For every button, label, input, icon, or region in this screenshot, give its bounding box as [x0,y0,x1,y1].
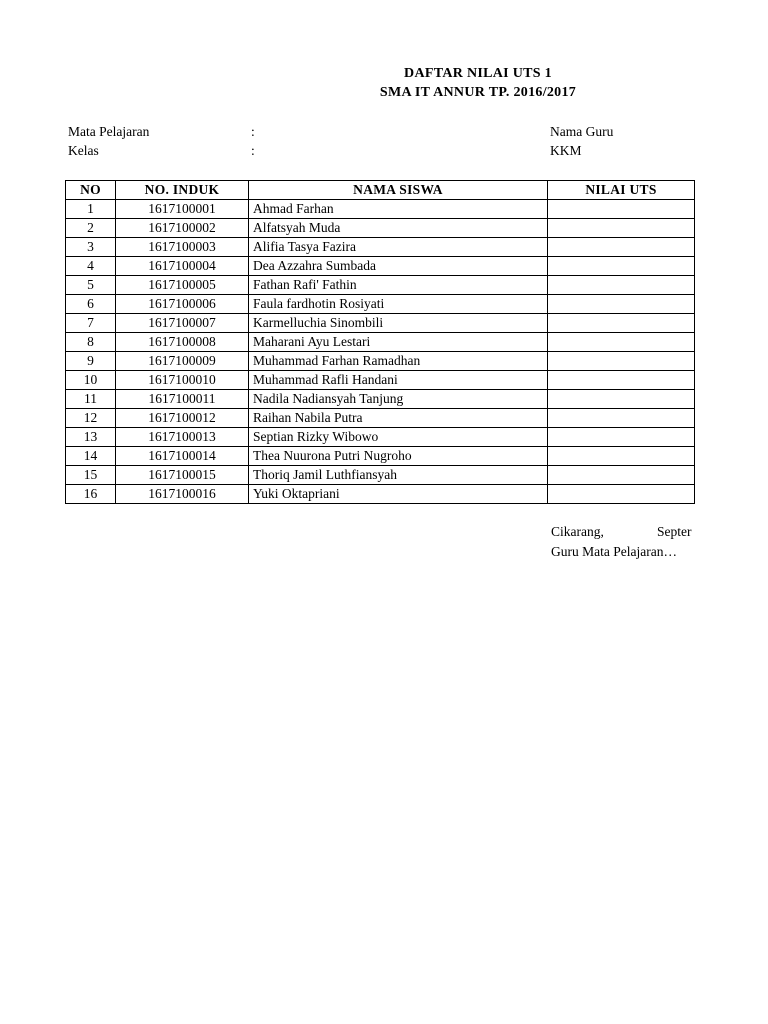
signature-place: Cikarang, [551,524,604,539]
table-row [66,219,695,238]
cell-nilai-uts [548,447,695,466]
table-row [66,428,695,447]
cell-nama-siswa: Faula fardhotin Rosiyati [249,295,548,314]
cell-no: 6 [66,295,116,314]
cell-nama-siswa: Muhammad Farhan Ramadhan [249,352,548,371]
cell-nama-siswa: Thea Nuurona Putri Nugroho [249,447,548,466]
cell-no: 2 [66,219,116,238]
cell-nama-siswa: Alfatsyah Muda [249,219,548,238]
table-row [66,333,695,352]
signature-role: Guru Mata Pelajaran… [551,544,677,559]
signature-place-date [551,524,694,540]
cell-no-induk: 1617100004 [116,257,249,276]
column-header-no: NO [66,181,116,200]
cell-no: 7 [66,314,116,333]
cell-nama-siswa: Septian Rizky Wibowo [249,428,548,447]
cell-no-induk: 1617100003 [116,238,249,257]
cell-no: 1 [66,200,116,219]
cell-no-induk: 1617100015 [116,466,249,485]
cell-no: 9 [66,352,116,371]
table-row [66,314,695,333]
cell-no: 8 [66,333,116,352]
signature-date: Septer [657,524,692,539]
mata-pelajaran-label: Mata Pelajaran [68,124,150,139]
cell-nilai-uts [548,466,695,485]
kelas-label: Kelas [68,143,99,158]
table-row [66,447,695,466]
table-row [66,371,695,390]
cell-no: 10 [66,371,116,390]
table-row [66,390,695,409]
table-row [66,409,695,428]
cell-nilai-uts [548,352,695,371]
cell-no-induk: 1617100002 [116,219,249,238]
cell-nama-siswa: Raihan Nabila Putra [249,409,548,428]
cell-no-induk: 1617100011 [116,390,249,409]
cell-nilai-uts [548,200,695,219]
table-row [66,200,695,219]
cell-nilai-uts [548,314,695,333]
cell-nama-siswa: Maharani Ayu Lestari [249,333,548,352]
cell-no-induk: 1617100014 [116,447,249,466]
cell-no: 11 [66,390,116,409]
column-header-nilai-uts: NILAI UTS [548,181,695,200]
kelas-colon: : [251,143,255,158]
cell-no-induk: 1617100013 [116,428,249,447]
table-row [66,238,695,257]
cell-no: 4 [66,257,116,276]
table-row [66,276,695,295]
cell-no: 14 [66,447,116,466]
cell-nilai-uts [548,333,695,352]
table-row [66,295,695,314]
cell-nilai-uts [548,276,695,295]
cell-nama-siswa: Dea Azzahra Sumbada [249,257,548,276]
cell-nama-siswa: Yuki Oktapriani [249,485,548,504]
cell-no-induk: 1617100007 [116,314,249,333]
cell-no: 13 [66,428,116,447]
cell-nilai-uts [548,485,695,504]
cell-nama-siswa: Karmelluchia Sinombili [249,314,548,333]
cell-nilai-uts [548,428,695,447]
cell-nama-siswa: Thoriq Jamil Luthfiansyah [249,466,548,485]
nama-guru-label: Nama Guru [550,124,614,139]
kkm-label: KKM [550,143,582,158]
cell-nama-siswa: Muhammad Rafli Handani [249,371,548,390]
cell-nilai-uts [548,257,695,276]
cell-nilai-uts [548,238,695,257]
mata-pelajaran-colon: : [251,124,255,139]
cell-nilai-uts [548,295,695,314]
table-row [66,485,695,504]
cell-no: 12 [66,409,116,428]
table-body [66,200,695,504]
table-header-row [66,181,695,200]
cell-no: 3 [66,238,116,257]
cell-no: 15 [66,466,116,485]
grade-table [65,180,695,504]
column-header-no-induk: NO. INDUK [116,181,249,200]
document-title: DAFTAR NILAI UTS 1 [404,66,552,81]
cell-no-induk: 1617100001 [116,200,249,219]
cell-nama-siswa: Alifia Tasya Fazira [249,238,548,257]
cell-no-induk: 1617100005 [116,276,249,295]
cell-nama-siswa: Fathan Rafi' Fathin [249,276,548,295]
cell-nama-siswa: Nadila Nadiansyah Tanjung [249,390,548,409]
cell-nilai-uts [548,409,695,428]
cell-no-induk: 1617100010 [116,371,249,390]
table-row [66,466,695,485]
cell-nilai-uts [548,371,695,390]
cell-no-induk: 1617100012 [116,409,249,428]
column-header-nama-siswa: NAMA SISWA [249,181,548,200]
cell-nama-siswa: Ahmad Farhan [249,200,548,219]
table-row [66,352,695,371]
cell-nilai-uts [548,219,695,238]
cell-no-induk: 1617100009 [116,352,249,371]
cell-no: 16 [66,485,116,504]
cell-no-induk: 1617100016 [116,485,249,504]
table-row [66,257,695,276]
cell-no: 5 [66,276,116,295]
cell-nilai-uts [548,390,695,409]
cell-no-induk: 1617100006 [116,295,249,314]
cell-no-induk: 1617100008 [116,333,249,352]
document-subtitle: SMA IT ANNUR TP. 2016/2017 [379,85,577,100]
